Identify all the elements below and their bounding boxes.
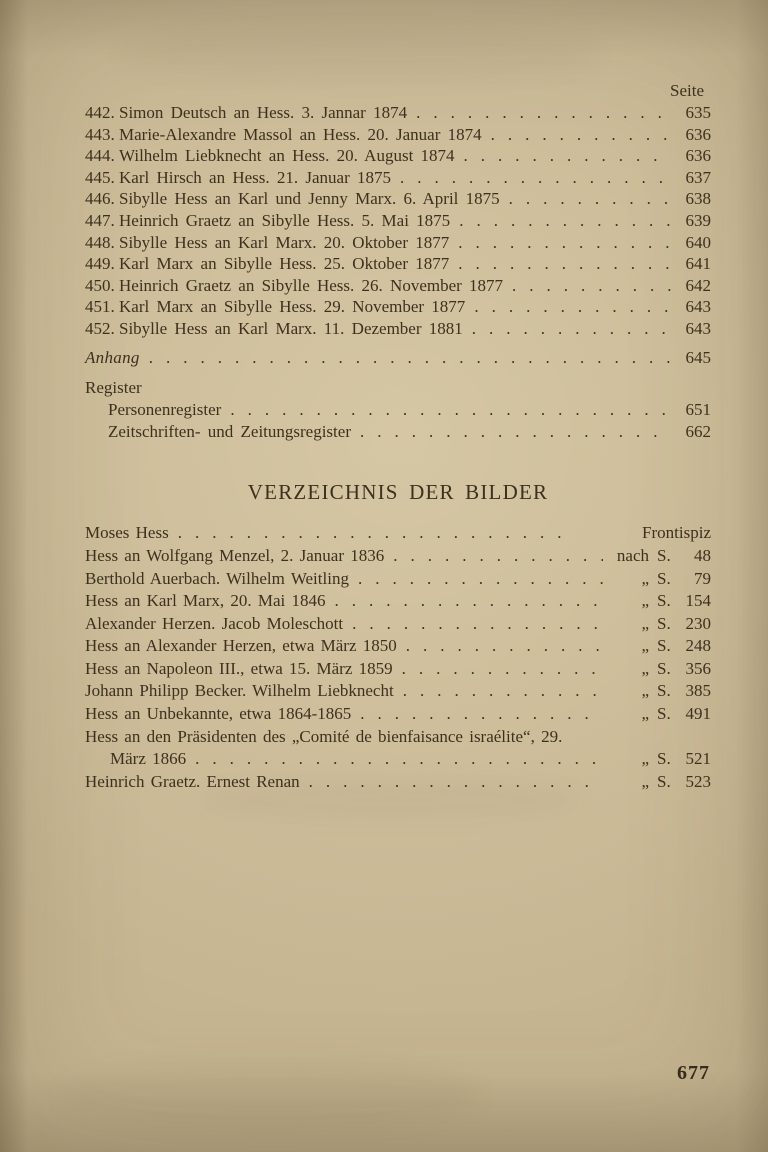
ref-ditto-mark: „ [641, 771, 649, 791]
page-reference [607, 748, 711, 771]
ref-seite-abbrev: S. [657, 613, 671, 633]
ref-prefix: nach [616, 545, 649, 565]
entry-page: 637 [685, 167, 711, 187]
toc-entry [85, 210, 711, 232]
page-reference [607, 771, 711, 794]
ref-ditto-mark: „ [641, 749, 649, 769]
column-header-row [85, 80, 711, 102]
entry-text: Alexander Herzen. Jacob Moleschott [85, 613, 344, 633]
leader-dots [360, 703, 603, 726]
leader-dots [509, 188, 671, 210]
leader-dots [464, 145, 671, 167]
toc-entry [85, 188, 711, 210]
ref-ditto-mark: „ [641, 591, 649, 611]
ref-seite-abbrev: S. [657, 591, 671, 611]
ref-ditto-mark: „ [641, 568, 649, 588]
leader-dots [352, 613, 603, 636]
ref-seite-abbrev: S. [657, 568, 671, 588]
leader-dots [512, 275, 671, 297]
toc-entry [85, 124, 711, 146]
ref-page: 154 [685, 591, 711, 611]
entry-page: 662 [685, 421, 711, 441]
entry-text: Hess an Napoleon III., etwa 15. März 1859 [85, 658, 393, 678]
entry-number: 452. [85, 318, 115, 338]
ref-page: 230 [685, 613, 711, 633]
toc-entry [85, 145, 711, 167]
ref-ditto-mark: „ [641, 704, 649, 724]
page-reference [607, 635, 711, 658]
entry-page: 639 [685, 210, 711, 230]
ref-seite-abbrev: S. [657, 658, 671, 678]
toc-entry [85, 253, 711, 275]
ref-seite-abbrev: S. [657, 636, 671, 656]
entry-number: 447. [85, 210, 115, 230]
entry-text: Karl Hirsch an Hess. 21. Januar 1875 [119, 167, 391, 187]
entry-text: Hess an Wolfgang Menzel, 2. Januar 1836 [85, 545, 385, 565]
leader-dots [406, 635, 603, 658]
leader-dots [309, 771, 603, 794]
anhang-label: Anhang [85, 347, 140, 367]
seite-column-label: Seite [670, 81, 704, 100]
page-reference [607, 680, 711, 703]
ref-page: Frontispiz [642, 523, 711, 543]
entry-text: Sibylle Hess an Karl Marx. 20. Oktober 1877 [119, 232, 450, 252]
letters-toc-list [85, 102, 711, 340]
ref-page: 356 [685, 658, 711, 678]
leader-dots [403, 680, 603, 703]
folio-page-number: 677 [677, 1062, 710, 1084]
bilder-entry [85, 658, 711, 681]
page-reference [607, 568, 711, 591]
bilder-entry-wrapped-line [85, 726, 711, 749]
ref-page: 523 [685, 771, 711, 791]
ref-ditto-mark: „ [641, 636, 649, 656]
ref-ditto-mark: „ [641, 658, 649, 678]
ref-seite-abbrev: S. [657, 771, 671, 791]
register-entry [85, 399, 711, 421]
bilder-entry [85, 545, 711, 568]
leader-dots [178, 522, 568, 545]
ref-page: 385 [685, 681, 711, 701]
toc-entry [85, 296, 711, 318]
bilder-entry [85, 522, 711, 545]
register-entry [85, 421, 711, 443]
leader-dots [402, 658, 603, 681]
toc-entry [85, 318, 711, 340]
entry-page: 651 [685, 400, 711, 420]
leader-dots [360, 421, 671, 443]
entry-number: 446. [85, 189, 115, 209]
leader-dots [358, 568, 603, 591]
entry-number: 448. [85, 232, 115, 252]
entry-page: 641 [685, 254, 711, 274]
leader-dots [335, 590, 603, 613]
entry-text: Berthold Auerbach. Wilhelm Weitling [85, 568, 349, 588]
leader-dots [474, 296, 671, 318]
ref-seite-abbrev: S. [657, 545, 671, 565]
leader-dots [416, 102, 671, 124]
page-reference [572, 522, 711, 545]
page-reference [607, 703, 711, 726]
page-reference [607, 658, 711, 681]
entry-text: Moses Hess [85, 523, 169, 543]
toc-entry [85, 232, 711, 254]
entry-text: Hess an den Präsidenten des „Comité de bienfaisance israélite“, 29. [85, 726, 563, 746]
bilder-entry [85, 590, 711, 613]
leader-dots [459, 210, 671, 232]
ref-page: 79 [694, 568, 711, 588]
entry-number: 445. [85, 167, 115, 187]
entry-text: Hess an Karl Marx, 20. Mai 1846 [85, 591, 326, 611]
entry-text: März 1866 [110, 749, 187, 769]
entry-text: Hess an Alexander Herzen, etwa März 1850 [85, 636, 397, 656]
anhang-page: 645 [685, 347, 711, 367]
toc-entry [85, 167, 711, 189]
leader-dots [458, 253, 671, 275]
entry-number: 449. [85, 254, 115, 274]
entry-text: Marie-Alexandre Massol an Hess. 20. Januar 1874 [119, 124, 482, 144]
ref-ditto-mark: „ [641, 613, 649, 633]
bilder-entry-continuation [85, 748, 711, 771]
toc-entry [85, 275, 711, 297]
entry-page: 636 [685, 146, 711, 166]
ref-page: 491 [685, 704, 711, 724]
leader-dots [149, 347, 671, 369]
entry-text: Heinrich Graetz. Ernest Renan [85, 771, 300, 791]
bilder-entry [85, 703, 711, 726]
entry-number: 444. [85, 146, 115, 166]
entry-page: 635 [685, 103, 711, 122]
leader-dots [400, 167, 671, 189]
entry-page: 640 [685, 232, 711, 252]
ref-page: 521 [685, 749, 711, 769]
leader-dots [472, 318, 671, 340]
page-reference [607, 590, 711, 613]
entry-text: Zeitschriften- und Zeitungsregister [108, 421, 351, 441]
entry-text: Heinrich Graetz an Sibylle Hess. 5. Mai 1875 [119, 210, 451, 230]
entry-text: Karl Marx an Sibylle Hess. 29. November 1877 [119, 297, 466, 317]
page-content [85, 80, 711, 793]
anhang-entry [85, 347, 711, 369]
entry-text: Hess an Unbekannte, etwa 1864-1865 [85, 704, 352, 724]
bilder-list [85, 522, 711, 793]
toc-entry [85, 102, 711, 124]
leader-dots [491, 124, 671, 146]
entry-page: 638 [685, 189, 711, 209]
entry-text: Simon Deutsch an Hess. 3. Jannar 1874 [119, 103, 408, 122]
bilder-entry [85, 680, 711, 703]
entry-text: Karl Marx an Sibylle Hess. 25. Oktober 1877 [119, 254, 450, 274]
page-reference [607, 545, 711, 568]
entry-page: 636 [685, 124, 711, 144]
ref-page: 248 [685, 636, 711, 656]
ref-seite-abbrev: S. [657, 704, 671, 724]
leader-dots [230, 399, 671, 421]
leader-dots [393, 545, 603, 568]
register-heading: Register [85, 378, 142, 398]
entry-text: Personenregister [108, 400, 222, 420]
ref-seite-abbrev: S. [657, 681, 671, 701]
entry-number: 450. [85, 275, 115, 295]
entry-text: Wilhelm Liebknecht an Hess. 20. August 1874 [119, 146, 455, 166]
ref-seite-abbrev: S. [657, 749, 671, 769]
bilder-entry [85, 613, 711, 636]
entry-page: 642 [685, 275, 711, 295]
bilder-entry [85, 771, 711, 794]
entry-page: 643 [685, 297, 711, 317]
bilder-section-heading: VERZEICHNIS DER BILDER [247, 480, 549, 505]
ref-page: 48 [694, 545, 711, 565]
entry-text: Sibylle Hess an Karl und Jenny Marx. 6. April 1875 [119, 189, 500, 209]
entry-page: 643 [685, 318, 711, 338]
entry-number: 443. [85, 124, 115, 144]
leader-dots [458, 232, 671, 254]
leader-dots [195, 748, 603, 771]
entry-number: 442. [85, 103, 115, 122]
entry-text: Heinrich Graetz an Sibylle Hess. 26. November 1877 [119, 275, 504, 295]
entry-text: Johann Philipp Becker. Wilhelm Liebknecht [85, 681, 394, 701]
bilder-entry [85, 635, 711, 658]
bilder-entry [85, 568, 711, 591]
page-reference [607, 613, 711, 636]
ref-ditto-mark: „ [641, 681, 649, 701]
entry-number: 451. [85, 297, 115, 317]
entry-text: Sibylle Hess an Karl Marx. 11. Dezember 1881 [119, 318, 463, 338]
